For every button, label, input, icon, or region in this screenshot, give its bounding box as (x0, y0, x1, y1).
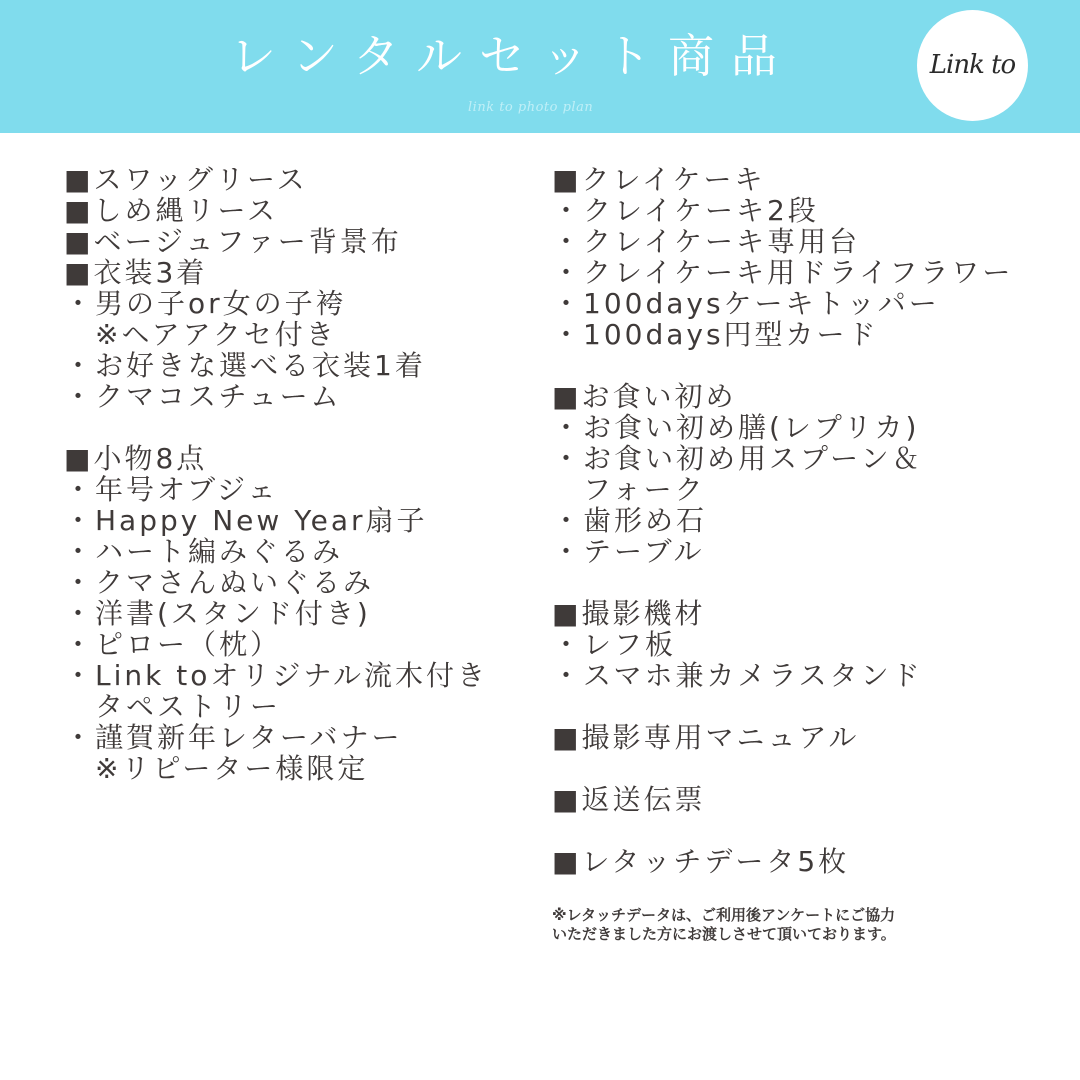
list-item: ■返送伝票 (552, 783, 706, 816)
brand-logo[interactable] (917, 10, 1028, 121)
list-item: ■レタッチデータ5枚 (552, 845, 850, 878)
list-item: ■小物8点 (64, 442, 208, 475)
list-item: ■クレイケーキ (552, 163, 766, 196)
list-item: ※リピーター様限定 (64, 752, 369, 785)
list-item: フォーク (552, 473, 706, 506)
list-item: ■撮影専用マニュアル (552, 721, 860, 754)
list-item: ・男の子or女の子袴 (64, 287, 347, 320)
note-line: いただきました方にお渡しさせて頂いております。 (552, 925, 896, 943)
list-spacer (552, 815, 1013, 846)
page-title: レンタルセット商品 (230, 29, 795, 83)
list-item: ・テーブル (552, 535, 705, 568)
logo-text: Link to (929, 50, 1016, 80)
list-item: ・ピロー（枕） (64, 628, 282, 661)
list-item: ・100days円型カード (552, 318, 879, 351)
list-item: ・洋書(スタンド付き) (64, 597, 371, 630)
list-item: ■衣装3着 (64, 256, 208, 289)
header-subtitle: link to photo plan (468, 100, 594, 115)
list-item: ・お食い初め用スプーン＆ (552, 442, 923, 475)
list-item: ・Happy New Year扇子 (64, 504, 428, 537)
list-spacer (64, 412, 488, 443)
list-item: ・スマホ兼カメラスタンド (552, 659, 923, 692)
list-item: タペストリー (64, 690, 282, 723)
list-item: ・100daysケーキトッパー (552, 287, 940, 320)
list-item: ■ベージュファー背景布 (64, 225, 402, 258)
left-item-list (64, 164, 488, 784)
list-item: ■スワッグリース (64, 163, 308, 196)
list-item: ・Link toオリジナル流木付き (64, 659, 488, 692)
right-item-list (552, 164, 1013, 877)
list-item: ・レフ板 (552, 628, 677, 661)
list-item: ・年号オブジェ (64, 473, 279, 506)
list-item: ・クマコスチューム (64, 380, 342, 413)
list-spacer (552, 753, 1013, 784)
list-item: ・クレイケーキ用ドライフラワー (552, 256, 1014, 289)
list-item: ・クレイケーキ専用台 (552, 225, 861, 258)
list-item: ・謹賀新年レターバナー (64, 721, 403, 754)
list-item: ・歯形め石 (552, 504, 708, 537)
list-spacer (552, 350, 1013, 381)
list-item: ■しめ縄リース (64, 194, 279, 227)
list-item: ・ハート編みぐるみ (64, 535, 344, 568)
list-item: ■お食い初め (552, 380, 737, 413)
list-item: ・クマさんぬいぐるみ (64, 566, 375, 599)
header-banner (0, 0, 1080, 133)
list-item: ■撮影機材 (552, 597, 706, 630)
list-spacer (552, 691, 1013, 722)
note-line: ※レタッチデータは、ご利用後アンケートにご協力 (552, 906, 896, 924)
retouch-note (552, 906, 896, 944)
list-spacer (552, 567, 1013, 598)
list-item: ・お好きな選べる衣装1着 (64, 349, 426, 382)
list-item: ・お食い初め膳(レプリカ) (552, 411, 920, 444)
list-item: ・クレイケーキ2段 (552, 194, 819, 227)
list-item: ※ヘアアクセ付き (64, 318, 337, 351)
